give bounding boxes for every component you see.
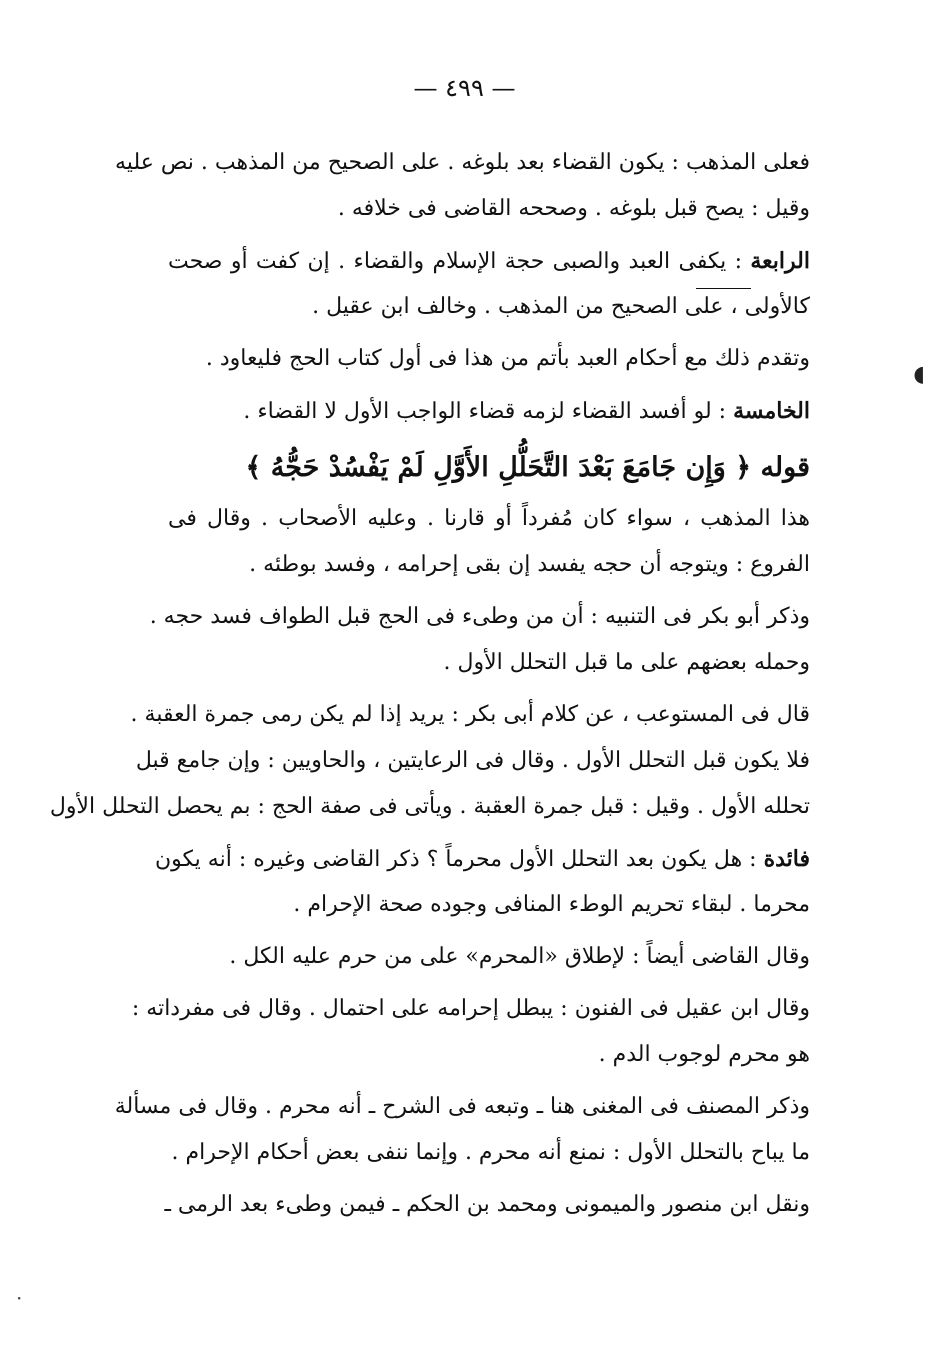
section-label: الرابعة (750, 248, 810, 274)
text-line: وذكر أبو بكر فى التنبيه : أن من وطىء فى الحج قبل الطواف فسد حجه . (149, 604, 810, 629)
text-line: وذكر المصنف فى المغنى هنا ـ وتبعه فى الشرح ـ أنه محرم . وقال فى مسألة (114, 1094, 810, 1119)
text-line: فعلى المذهب : يكون القضاء بعد بلوغه . على الصحيح من المذهب . نص عليه (115, 150, 810, 175)
text-line: تحلله الأول . وقيل : قبل جمرة العقبة . ويأتى فى صفة الحج : بم يحصل التحلل الأول (49, 794, 810, 819)
text-line: وقيل : يصح قبل بلوغه . وصححه القاضى فى خلافه . (337, 196, 810, 221)
section-label: فائدة (763, 846, 810, 872)
label-underline (696, 288, 751, 289)
text-line: فائدة : هل يكون بعد التحلل الأول محرماً ؟ ذكر القاضى وغيره : أنه يكون (155, 846, 810, 872)
text-line: الفروع : ويتوجه أن حجه يفسد إن بقى إحرامه ، وفسد بوطئه . (249, 552, 810, 577)
text-line: قال فى المستوعب ، عن كلام أبى بكر : يريد إذا لم يكن رمى جمرة العقبة . (130, 702, 810, 727)
body-text (49, 140, 810, 1228)
text-line: ونقل ابن منصور والميمونى ومحمد بن الحكم ـ فيمن وطىء بعد الرمى ـ (164, 1192, 810, 1217)
quote-heading: قوله ﴿ وَإِن جَامَعَ بَعْدَ التَّحَلُّلِ الأَوَّلِ لَمْ يَفْسُدْ حَجُّهُ ﴾ (245, 452, 810, 483)
margin-dot: · (16, 1286, 23, 1310)
text-line: وقال القاضى أيضاً : لإطلاق «المحرم» على من حرم عليه الكل . (229, 944, 810, 969)
page-number: — ٤٩٩ — (413, 74, 516, 102)
text-line: وقال ابن عقيل فى الفنون : يبطل إحرامه على احتمال . وقال فى مفرداته : (131, 996, 810, 1021)
text-line: الرابعة : يكفى العبد والصبى حجة الإسلام والقضاء . إن كفت أو صحت (168, 248, 810, 274)
text-line: وحمله بعضهم على ما قبل التحلل الأول . (443, 650, 810, 675)
section-label: الخامسة (733, 398, 810, 424)
margin-mark: ◖ (913, 362, 925, 387)
text-line: وتقدم ذلك مع أحكام العبد بأتم من هذا فى أول كتاب الحج فليعاود . (205, 346, 810, 371)
text-line: فلا يكون قبل التحلل الأول . وقال فى الرعايتين ، والحاويين : وإن جامع قبل (135, 748, 810, 773)
text-line: هذا المذهب ، سواء كان مُفرداً أو قارنا . وعليه الأصحاب . وقال فى (168, 506, 810, 531)
text-line: محرما . لبقاء تحريم الوطء المنافى وجوده صحة الإحرام . (293, 892, 810, 917)
text-line: كالأولى ، على الصحيح من المذهب . وخالف ابن عقيل . (312, 294, 810, 319)
text-line: هو محرم لوجوب الدم . (598, 1042, 810, 1067)
text-line: الخامسة : لو أفسد القضاء لزمه قضاء الواجب الأول لا القضاء . (243, 398, 810, 424)
text-line: ما يباح بالتحلل الأول : نمنع أنه محرم . وإنما ننفى بعض أحكام الإحرام . (171, 1140, 810, 1165)
